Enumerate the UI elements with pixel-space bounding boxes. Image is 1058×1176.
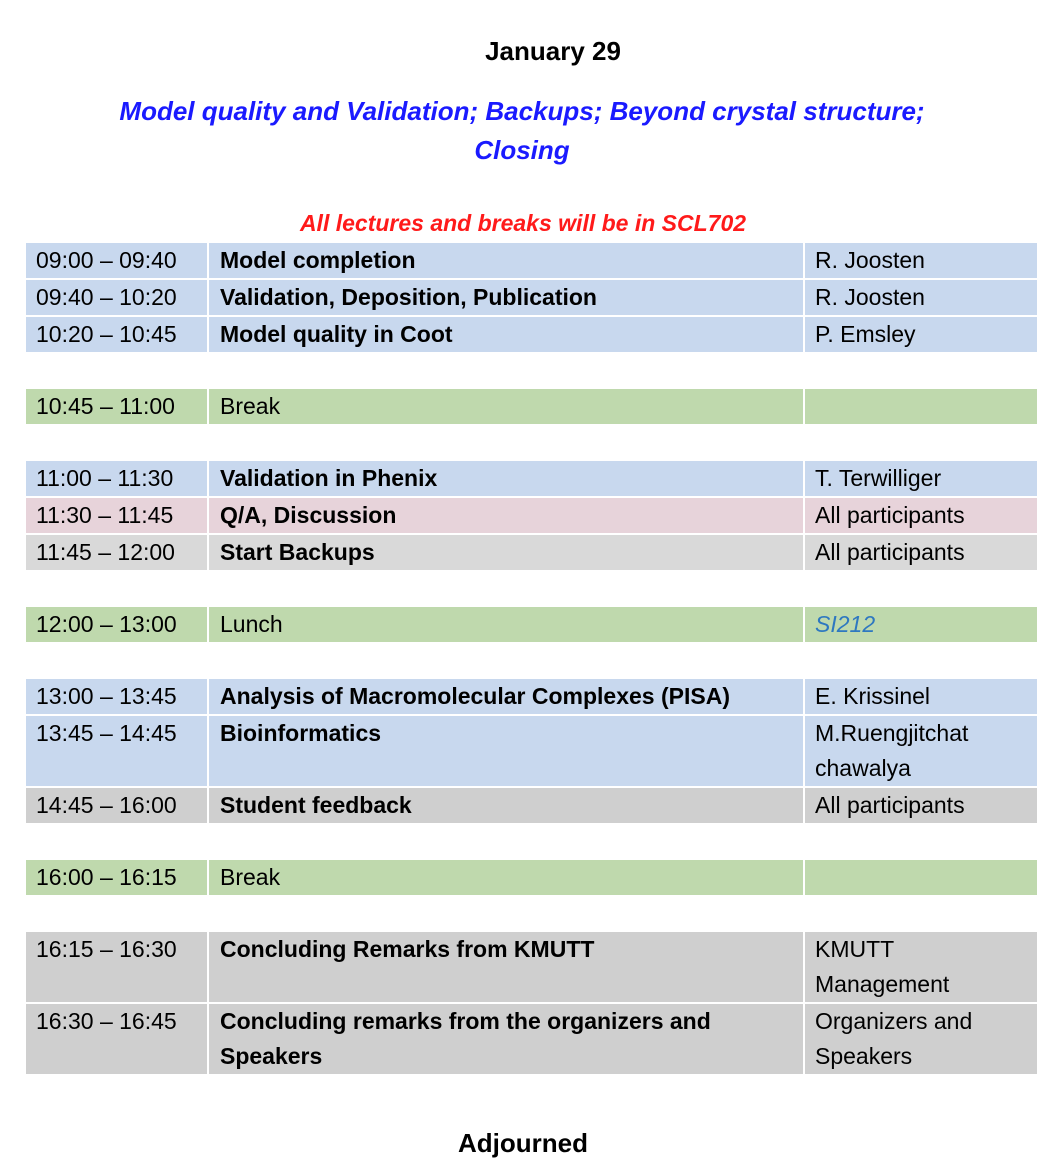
- schedule-row: [26, 317, 1037, 354]
- session-title: Break: [209, 860, 805, 895]
- speaker-line: Management: [815, 971, 950, 997]
- schedule-table: [26, 243, 1037, 1076]
- session-title: Concluding Remarks from KMUTT: [209, 932, 805, 1002]
- schedule-row: [26, 280, 1037, 317]
- speaker-cell: T. Terwilliger: [815, 465, 942, 491]
- speaker-cell: All participants: [815, 539, 965, 565]
- row-spacer: [26, 644, 1037, 679]
- speaker-line: chawalya: [815, 755, 911, 781]
- session-title: Model quality in Coot: [209, 317, 805, 352]
- title-line: Concluding remarks from the organizers and: [220, 1008, 711, 1034]
- page-subtitle: [70, 92, 974, 170]
- speaker-cell: R. Joosten: [815, 247, 925, 273]
- speaker-cell: [805, 1004, 1037, 1074]
- time-cell: 09:40 – 10:20: [26, 280, 209, 315]
- row-spacer: [26, 897, 1037, 932]
- schedule-row: [26, 1004, 1037, 1076]
- schedule-row: [26, 535, 1037, 572]
- speaker-cell: All participants: [815, 792, 965, 818]
- schedule-row: [26, 716, 1037, 788]
- time-cell: 11:30 – 11:45: [26, 498, 209, 533]
- speaker-line: Organizers and: [815, 1008, 973, 1034]
- session-title: Student feedback: [209, 788, 805, 823]
- page-date: January 29: [485, 36, 621, 66]
- time-cell: 10:20 – 10:45: [26, 317, 209, 352]
- speaker-cell: [805, 716, 1037, 786]
- schedule-row: [26, 498, 1037, 535]
- time-cell: 16:00 – 16:15: [26, 860, 209, 895]
- session-title: Bioinformatics: [209, 716, 805, 786]
- speaker-cell: R. Joosten: [815, 284, 925, 310]
- time-cell: 16:30 – 16:45: [26, 1004, 209, 1074]
- time-cell: 11:00 – 11:30: [26, 461, 209, 496]
- schedule-row: [26, 607, 1037, 644]
- session-title: Validation in Phenix: [209, 461, 805, 496]
- time-cell: 13:45 – 14:45: [26, 716, 209, 786]
- time-cell: 10:45 – 11:00: [26, 389, 209, 424]
- speaker-cell: E. Krissinel: [815, 683, 931, 709]
- time-cell: 09:00 – 09:40: [26, 243, 209, 278]
- session-title: [209, 1004, 805, 1074]
- session-title: Q/A, Discussion: [209, 498, 805, 533]
- time-cell: 12:00 – 13:00: [26, 607, 209, 642]
- time-cell: 11:45 – 12:00: [26, 535, 209, 570]
- row-spacer: [26, 354, 1037, 389]
- speaker-cell: [805, 389, 1037, 424]
- row-spacer: [26, 825, 1037, 860]
- row-spacer: [26, 426, 1037, 461]
- subtitle-line: Closing: [474, 135, 570, 165]
- schedule-row: [26, 932, 1037, 1004]
- speaker-cell: All participants: [815, 502, 965, 528]
- schedule-row: [26, 860, 1037, 897]
- title-line: Speakers: [220, 1043, 323, 1069]
- speaker-cell: [805, 932, 1037, 1002]
- adjourned-label: Adjourned: [458, 1128, 588, 1158]
- schedule-row: [26, 243, 1037, 280]
- time-cell: 14:45 – 16:00: [26, 788, 209, 823]
- speaker-line: KMUTT: [815, 936, 895, 962]
- schedule-row: [26, 461, 1037, 498]
- subtitle-line: Model quality and Validation; Backups; Beyond crystal structure;: [119, 96, 925, 126]
- session-title: Analysis of Macromolecular Complexes (PISA): [209, 679, 805, 714]
- session-title: Start Backups: [209, 535, 805, 570]
- speaker-cell: [805, 860, 1037, 895]
- session-title: Break: [209, 389, 805, 424]
- session-title: Lunch: [209, 607, 805, 642]
- speaker-cell: P. Emsley: [815, 321, 916, 347]
- schedule-row: [26, 788, 1037, 825]
- time-cell: 13:00 – 13:45: [26, 679, 209, 714]
- row-spacer: [26, 572, 1037, 607]
- time-cell: 16:15 – 16:30: [26, 932, 209, 1002]
- speaker-line: Speakers: [815, 1043, 913, 1069]
- session-title: Validation, Deposition, Publication: [209, 280, 805, 315]
- session-title: Model completion: [209, 243, 805, 278]
- schedule-row: [26, 389, 1037, 426]
- speaker-line: M.Ruengjitchat: [815, 720, 969, 746]
- room-cell: SI212: [815, 611, 876, 637]
- location-note: All lectures and breaks will be in SCL702: [299, 210, 747, 236]
- schedule-row: [26, 679, 1037, 716]
